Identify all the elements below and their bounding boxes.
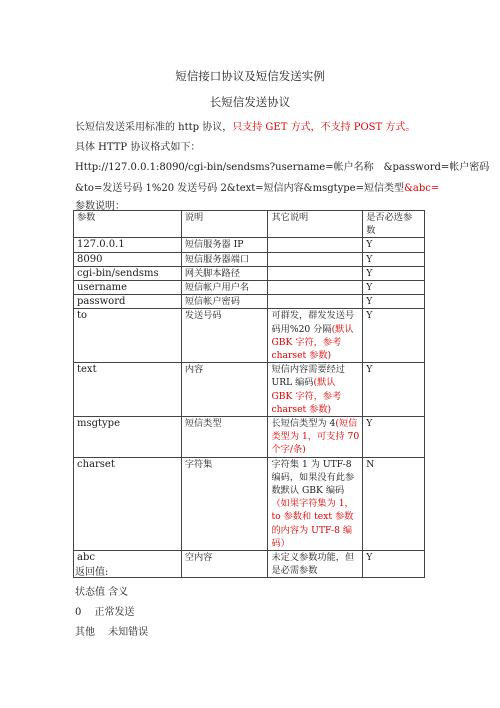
- header-required: 是否必选参数: [363, 211, 425, 238]
- format-label: 具体 HTTP 协议格式如下：: [75, 142, 201, 153]
- cell-other: [268, 309, 363, 363]
- cell-required: N: [363, 457, 425, 550]
- table-row: [74, 309, 425, 363]
- cell-other-red: （如果字符集为 1，to 参数和 text 参数的内容为 UTF-8 编码）: [271, 498, 354, 549]
- cell-param: username: [74, 281, 182, 295]
- header-desc: 说明: [181, 211, 268, 238]
- cell-desc: 内容: [181, 363, 268, 417]
- cell-desc: 网关脚本路径: [181, 266, 268, 280]
- params-label: 参数说明：: [75, 201, 125, 212]
- cell-param: msgtype: [74, 417, 182, 458]
- cell-desc: 空内容: [181, 551, 268, 578]
- table-header-row: [74, 211, 425, 238]
- cell-desc: 短信类型: [181, 417, 268, 458]
- cell-other: [268, 252, 363, 266]
- cell-required: Y: [363, 238, 425, 252]
- cell-other: [268, 417, 363, 458]
- table-row: [74, 363, 425, 417]
- table-row: [74, 252, 425, 266]
- cell-param: to: [74, 309, 182, 363]
- cell-desc: 短信帐户密码: [181, 295, 268, 309]
- cell-param: text: [74, 363, 182, 417]
- cell-other-text: 短信内容需要经过 URL 编码: [271, 364, 345, 389]
- cell-desc: 短信服务器 IP: [181, 238, 268, 252]
- url-line-2-red: &abc=: [403, 183, 440, 194]
- header-other: 其它说明: [268, 211, 363, 238]
- cell-required: Y: [363, 363, 425, 417]
- status-other: 其他 未知错误: [75, 627, 149, 638]
- table-row: [74, 281, 425, 295]
- cell-other-text: 字符集 1 为 UTF-8 编码，如果没有此参数默认 GBK 编码: [271, 458, 355, 497]
- cell-param: abc: [74, 551, 182, 578]
- cell-other-red: (短信类型为 1，可支持 70 个字/条): [271, 418, 360, 456]
- table-row: [74, 417, 425, 458]
- url-line-2: [75, 179, 439, 194]
- intro-text: 长短信发送采用标准的 http 协议，: [75, 122, 233, 133]
- cell-required: Y: [363, 281, 425, 295]
- cell-required: Y: [363, 551, 425, 578]
- cell-other-text: 未定义参数功能，但是必需参数: [271, 552, 355, 577]
- cell-desc: 短信服务器端口: [181, 252, 268, 266]
- cell-other: [268, 295, 363, 309]
- table-row: [74, 457, 425, 550]
- cell-other: [268, 363, 363, 417]
- cell-required: Y: [363, 266, 425, 280]
- table-row: [74, 295, 425, 309]
- cell-required: Y: [363, 309, 425, 363]
- cell-other: [268, 457, 363, 550]
- cell-desc: 发送号码: [181, 309, 268, 363]
- intro-red-text: 只支持 GET 方式，不支持 POST 方式。: [232, 122, 416, 133]
- url-line-1: Http://127.0.0.1:8090/cgi-bin/sendsms?username=帐户名称 &password=帐户密码: [75, 162, 490, 173]
- cell-param: charset: [74, 457, 182, 550]
- cell-required: Y: [363, 417, 425, 458]
- cell-other-red: (默认 GBK 字符，参考 charset 参数): [271, 377, 342, 415]
- table-row: [74, 551, 425, 578]
- cell-required: Y: [363, 295, 425, 309]
- cell-desc: 短信帐户用户名: [181, 281, 268, 295]
- cell-param: password: [74, 295, 182, 309]
- cell-other: [268, 281, 363, 295]
- cell-param: cgi-bin/sendsms: [74, 266, 182, 280]
- cell-required: Y: [363, 252, 425, 266]
- cell-other: [268, 551, 363, 578]
- cell-other-red: (默认 GBK 字符，参考 charset 参数): [271, 323, 354, 362]
- url-line-2-text: &to=发送号码 1%20 发送号码 2&text=短信内容&msgtype=短信类型: [75, 183, 404, 194]
- intro-paragraph: [75, 118, 415, 133]
- cell-desc: 字符集: [181, 457, 268, 550]
- doc-title: 短信接口协议及短信发送实例: [175, 69, 325, 83]
- params-table: [73, 210, 425, 578]
- cell-param: 8090: [74, 252, 182, 266]
- table-row: [74, 238, 425, 252]
- cell-other: [268, 266, 363, 280]
- header-param: 参数: [74, 211, 182, 238]
- cell-param: 127.0.0.1: [74, 238, 182, 252]
- table-row: [74, 266, 425, 280]
- status-header: 状态值 含义: [75, 587, 129, 598]
- doc-subtitle: 长短信发送协议: [209, 95, 291, 109]
- cell-other: [268, 238, 363, 252]
- table-body: [74, 238, 425, 578]
- cell-other-text: 可群发，群发发送号码用%20 分隔: [271, 310, 355, 335]
- status-0: 0 正常发送: [75, 607, 135, 618]
- cell-other-text: 长短信类型为 4: [271, 418, 336, 430]
- return-label: 返回值:: [75, 567, 109, 578]
